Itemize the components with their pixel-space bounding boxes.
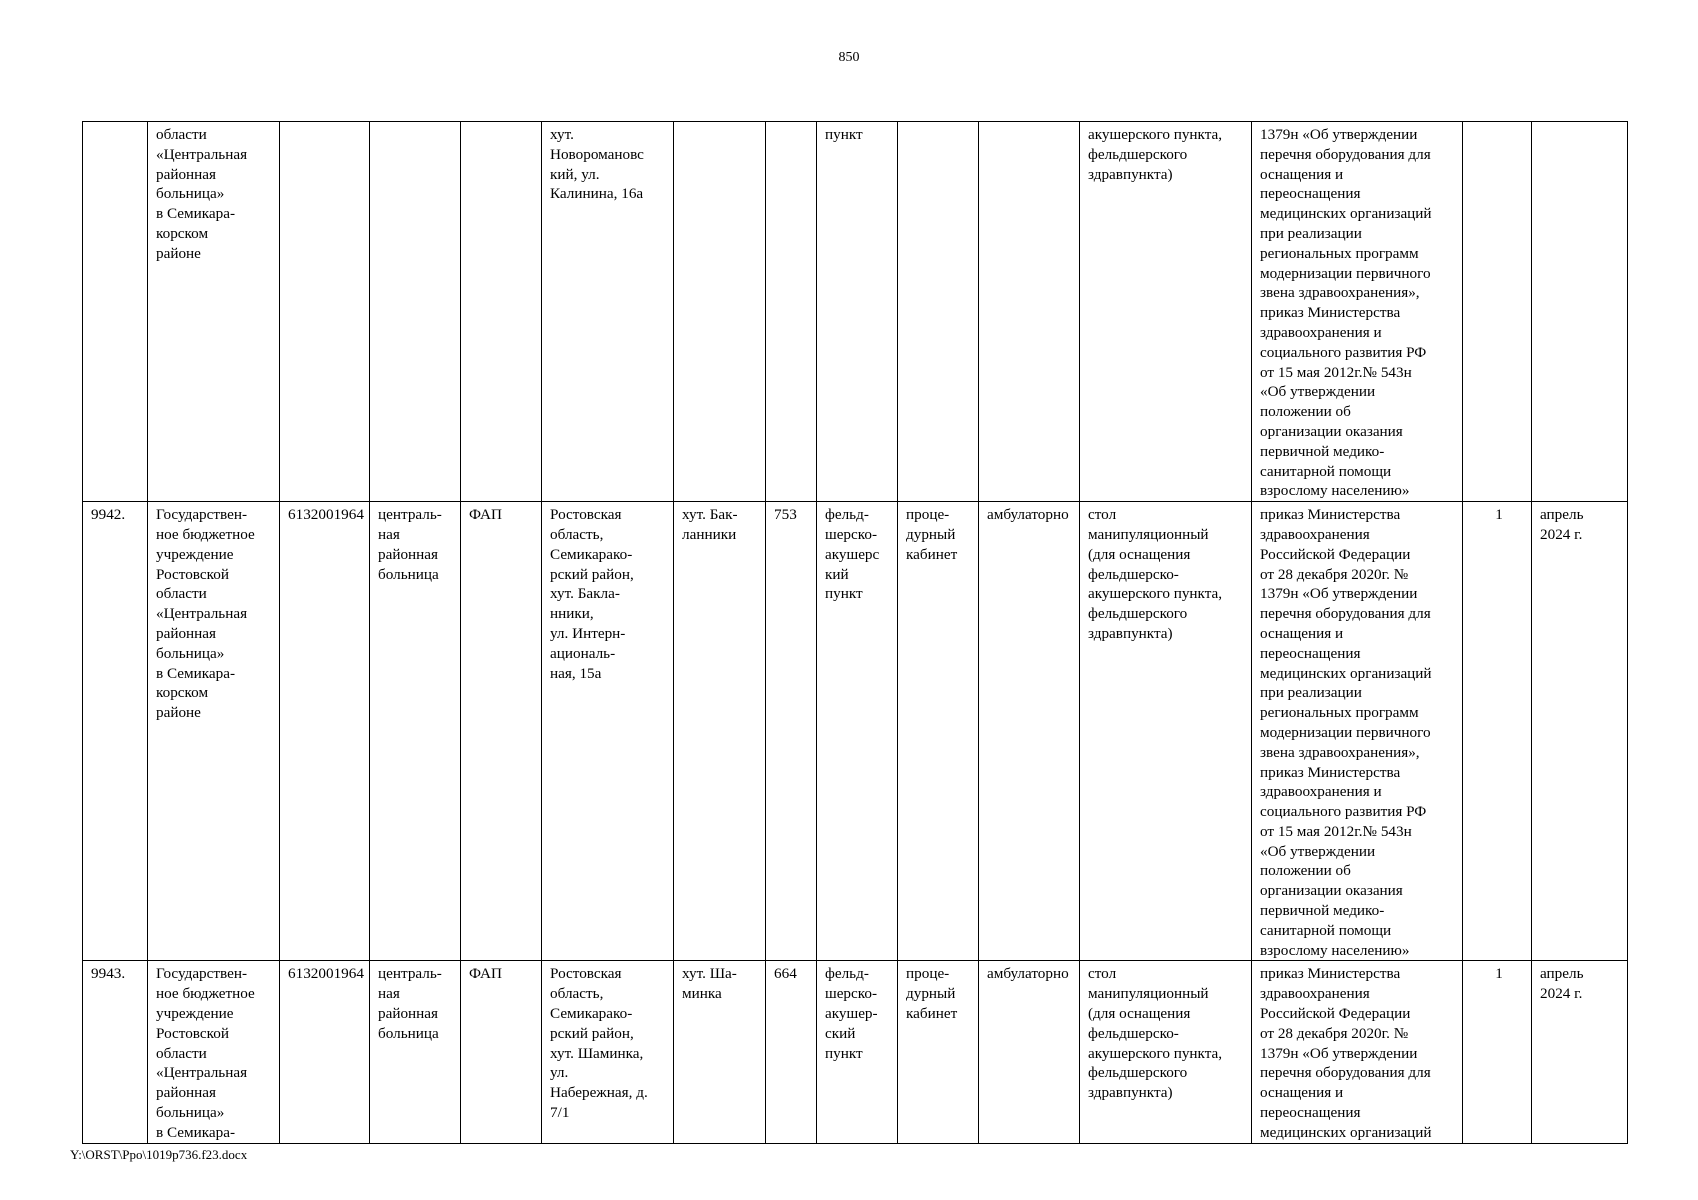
cell-facility-kind: пункт [817,122,898,502]
cell-facility-kind: фельд- шерско- акушерс кий пункт [817,502,898,961]
cell-quantity [1463,122,1532,502]
cell-unit [461,122,542,502]
page-number: 850 [838,50,860,65]
cell-unit: ФАП [461,502,542,961]
cell-care-mode [979,122,1080,502]
table-row [83,961,1628,1143]
cell-address: Ростовская область, Семикарако- рский район, хут. Шаминка, ул. Набережная, д. 7/1 [542,961,674,1143]
cell-population: 664 [766,961,817,1143]
equipment-table [82,121,1628,1144]
cell-inn: 6132001964 [280,502,370,961]
cell-organization: Государствен- ное бюджетное учреждение Ростовской области «Центральная районная больница» в Семикара- корском районе [148,502,280,961]
cell-quantity: 1 [1463,961,1532,1143]
cell-facility-kind: фельд- шерско- акушер- ский пункт [817,961,898,1143]
cell-locality: хут. Бак- ланники [674,502,766,961]
cell-inn: 6132001964 [280,961,370,1143]
cell-care-mode: амбулаторно [979,961,1080,1143]
cell-number [83,122,148,502]
cell-locality: хут. Ша- минка [674,961,766,1143]
cell-term: апрель 2024 г. [1532,961,1628,1143]
cell-equipment: акушерского пункта, фельдшерского здравпункта) [1080,122,1252,502]
cell-locality [674,122,766,502]
cell-equipment: стол манипуляционный (для оснащения фельдшерско- акушерского пункта, фельдшерского здравпункта) [1080,502,1252,961]
cell-address: хут. Новоромановс кий, ул. Калинина, 16а [542,122,674,502]
cell-number: 9943. [83,961,148,1143]
cell-org-type [370,122,461,502]
cell-org-type: централь- ная районная больница [370,961,461,1143]
cell-organization: области «Центральная районная больница» в Семикара- корском районе [148,122,280,502]
cell-org-type: централь- ная районная больница [370,502,461,961]
cell-room [898,122,979,502]
cell-term: апрель 2024 г. [1532,502,1628,961]
cell-inn [280,122,370,502]
cell-equipment: стол манипуляционный (для оснащения фельдшерско- акушерского пункта, фельдшерского здравпункта) [1080,961,1252,1143]
cell-population: 753 [766,502,817,961]
cell-term [1532,122,1628,502]
cell-unit: ФАП [461,961,542,1143]
cell-room: проце- дурный кабинет [898,502,979,961]
cell-legal-basis: приказ Министерства здравоохранения Российской Федерации от 28 декабря 2020г. № 1379н «Об утверждении перечня оборудования для оснащения и переоснащения медицинских организаций при реализации региональных программ модернизации первичного звена здравоохранения», приказ Министерства здравоохранения и социального развития РФ от 15 мая 2012г.№ 543н «Об утверждении положении об организации оказания первичной медико- санитарной помощи взрослому населению» [1252,502,1463,961]
cell-legal-basis: 1379н «Об утверждении перечня оборудования для оснащения и переоснащения медицинских организаций при реализации региональных программ модернизации первичного звена здравоохранения», приказ Министерства здравоохранения и социального развития РФ от 15 мая 2012г.№ 543н «Об утверждении положении об организации оказания первичной медико- санитарной помощи взрослому населению» [1252,122,1463,502]
cell-organization: Государствен- ное бюджетное учреждение Ростовской области «Центральная районная больница» в Семикара- [148,961,280,1143]
cell-address: Ростовская область, Семикарако- рский район, хут. Бакла- нники, ул. Интерн- ациональ- ная, 15а [542,502,674,961]
cell-population [766,122,817,502]
cell-quantity: 1 [1463,502,1532,961]
table-row [83,502,1628,961]
cell-legal-basis: приказ Министерства здравоохранения Российской Федерации от 28 декабря 2020г. № 1379н «Об утверждении перечня оборудования для оснащения и переоснащения медицинских организаций [1252,961,1463,1143]
file-path-footer: Y:\ORST\Ppo\1019p736.f23.docx [70,1147,248,1162]
cell-care-mode: амбулаторно [979,502,1080,961]
cell-room: проце- дурный кабинет [898,961,979,1143]
cell-number: 9942. [83,502,148,961]
table-row [83,122,1628,502]
